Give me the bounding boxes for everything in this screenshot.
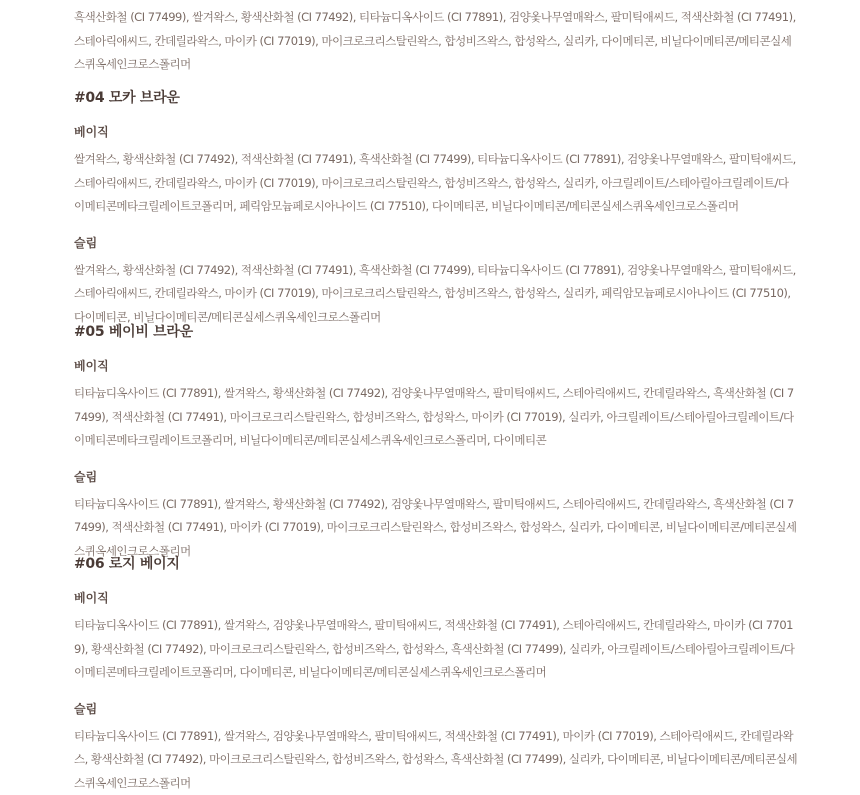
shade-section-06 xyxy=(74,554,798,795)
ingredients-text: 티타늄디옥사이드 (CI 77891), 쌀겨왁스, 황색산화철 (CI 77492), 검양옻나무열매왁스, 팔미틱애씨드, 스테아릭애씨드, 칸데릴라왁스, 흑색산화철 (CI 77499), 적색산화철 (CI 77491), 마이크로크리스탈린왁스, 합성비즈왁스, 합성왁스, 마이카 (CI 77019), 실리카, 아크릴레이트/스테아릴아크릴레이트/다이메티콘메타크릴레이트코폴리머, 비닐다이메티콘/메티콘실세스퀴옥세인크로스폴리머, 다이메티콘 xyxy=(74,382,798,453)
ingredients-text: 티타늄디옥사이드 (CI 77891), 쌀겨왁스, 황색산화철 (CI 77492), 검양옻나무열매왁스, 팔미틱애씨드, 스테아릭애씨드, 칸데릴라왁스, 흑색산화철 (CI 77499), 적색산화철 (CI 77491), 마이카 (CI 77019), 마이크로크리스탈린왁스, 합성비즈왁스, 합성왁스, 실리카, 다이메티콘, 비닐다이메티콘/메티콘실세스퀴옥세인크로스폴리머 xyxy=(74,493,798,564)
shade-section-04 xyxy=(74,88,798,329)
variant-label-basic: 베이직 xyxy=(74,588,798,608)
ingredients-text: 티타늄디옥사이드 (CI 77891), 쌀겨왁스, 검양옻나무열매왁스, 팔미틱애씨드, 적색산화철 (CI 77491), 스테아릭애씨드, 칸데릴라왁스, 마이카 (CI 77019), 황색산화철 (CI 77492), 마이크로크리스탈린왁스, 합성비즈왁스, 합성왁스, 흑색산화철 (CI 77499), 실리카, 아크릴레이트/스테아릴아크릴레이트/다이메티콘메타크릴레이트코폴리머, 다이메티콘, 비닐다이메티콘/메티콘실세스퀴옥세인크로스폴리머 xyxy=(74,614,798,685)
variant-label-basic: 베이직 xyxy=(74,356,798,376)
intro-ingredients-text: 흑색산화철 (CI 77499), 쌀겨왁스, 황색산화철 (CI 77492), 티타늄디옥사이드 (CI 77891), 검양옻나무열매왁스, 팔미틱애씨드, 적색산화철 (CI 77491), 스테아릭애씨드, 칸데릴라왁스, 마이카 (CI 77019), 마이크로크리스탈린왁스, 합성비즈왁스, 합성왁스, 실리카, 다이메티콘, 비닐다이메티콘/메티콘실세스퀴옥세인크로스폴리머 xyxy=(74,6,798,77)
shade-title: #05 베이비 브라운 xyxy=(74,322,798,342)
shade-title: #06 로지 베이지 xyxy=(74,554,798,574)
shade-title: #04 모카 브라운 xyxy=(74,88,798,108)
ingredients-text: 쌀겨왁스, 황색산화철 (CI 77492), 적색산화철 (CI 77491), 흑색산화철 (CI 77499), 티타늄디옥사이드 (CI 77891), 검양옻나무열매왁스, 팔미틱애씨드, 스테아릭애씨드, 칸데릴라왁스, 마이카 (CI 77019), 마이크로크리스탈린왁스, 합성비즈왁스, 합성왁스, 실리카, 페릭암모늄페로시아나이드 (CI 77510), 다이메티콘, 비닐다이메티콘/메티콘실세스퀴옥세인크로스폴리머 xyxy=(74,259,798,330)
variant-label-slim: 슬림 xyxy=(74,233,798,253)
shade-section-05 xyxy=(74,322,798,563)
variant-label-basic: 베이직 xyxy=(74,122,798,142)
ingredients-text: 티타늄디옥사이드 (CI 77891), 쌀겨왁스, 검양옻나무열매왁스, 팔미틱애씨드, 적색산화철 (CI 77491), 마이카 (CI 77019), 스테아릭애씨드, 칸데릴라왁스, 황색산화철 (CI 77492), 마이크로크리스탈린왁스, 합성비즈왁스, 합성왁스, 흑색산화철 (CI 77499), 실리카, 다이메티콘, 비닐다이메티콘/메티콘실세스퀴옥세인크로스폴리머 xyxy=(74,725,798,795)
variant-label-slim: 슬림 xyxy=(74,699,798,719)
variant-label-slim: 슬림 xyxy=(74,467,798,487)
ingredients-text: 쌀겨왁스, 황색산화철 (CI 77492), 적색산화철 (CI 77491), 흑색산화철 (CI 77499), 티타늄디옥사이드 (CI 77891), 검양옻나무열매왁스, 팔미틱애씨드, 스테아릭애씨드, 칸데릴라왁스, 마이카 (CI 77019), 마이크로크리스탈린왁스, 합성비즈왁스, 합성왁스, 실리카, 아크릴레이트/스테아릴아크릴레이트/다이메티콘메타크릴레이트코폴리머, 페릭암모늄페로시아나이드 (CI 77510), 다이메티콘, 비닐다이메티콘/메티콘실세스퀴옥세인크로스폴리머 xyxy=(74,148,798,219)
